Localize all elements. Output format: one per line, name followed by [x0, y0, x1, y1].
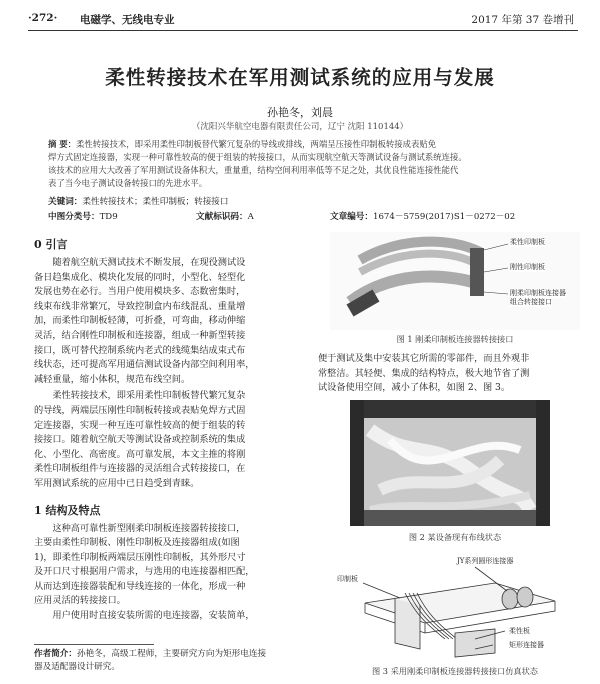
clc-number: 中图分类号：TD9	[48, 212, 118, 222]
authors: 孙艳冬，刘晨	[267, 106, 333, 119]
figure-2-photo	[350, 400, 550, 526]
abstract-label: 摘 要：	[48, 139, 77, 149]
right-paragraph: 便于测试及集中安装其它所需的零部件，而且外观非 常整洁。其轻便、集成的结构特点，极大地节省了测 试设备使用空间，减小了体积，如图 2、图 3。	[318, 353, 530, 394]
figure-3	[325, 553, 585, 663]
fig3-label-flex: 柔性板	[509, 627, 530, 635]
fig1-label-rigid: 刚性印制板	[510, 263, 545, 271]
paper-title: 柔性转接技术在军用测试系统的应用与发展	[105, 66, 495, 89]
abstract	[48, 138, 560, 190]
document-code: 文献标识码：A	[196, 212, 254, 222]
abstract-line: 焊方式固定连接器，实现一种可靠性较高的便于组装的转接接口，从而实现航空航天等测试设备与测试系统连接。	[48, 152, 467, 162]
fig3-label-round-connector: JY系列圆形连接器	[457, 557, 514, 565]
fig1-label-flex: 柔性印制板	[510, 238, 545, 246]
author-footnote: 作者简介：孙艳冬，高级工程师，主要研究方向为矩形电连接 器及适配器设计研究。	[34, 649, 267, 672]
section-heading-structure: 1 结构及特点	[34, 503, 101, 517]
intro-paragraph-1: 随着航空航天测试技术不断发展，在现役测试设 备日趋集成化、模块化发展的同时，小型化、轻型化 发展也势在必行。当用户使用模块多、态数密集时， 线束布线非常繁冗，导致控制盒内布线混乱、重量增 加，而柔性印制板轻薄，可折叠，可弯曲，移动伸缩 灵活，结合刚性印制板和连接器，组成一种新型转接 接口，既可替代控制系统内老式的线缆集结成束式布 线状态，还可提高军用通信测试设备内部空间利用率， 减轻重量，缩小体积，规范布线空间。	[34, 257, 255, 385]
structure-paragraph-2: 用户使用时直接安装所需的电连接器，安装简单，	[52, 610, 255, 622]
structure-paragraph-1: 这种高可靠性新型刚柔印制板连接器转接接口， 主要由柔性印制板、刚性印制板及连接器组成(如图 1)，即柔性印制板两端层压刚性印制板，其外形尺寸 及开口尺寸根据用户需求，与选用的电连接器相匹配， 从而达到连接器装配和导线连接的一体化，形成一种 应用灵活的转接接口。	[34, 522, 255, 607]
article-number: 文章编号：1674－5759(2017)S1－0272－02	[330, 212, 516, 222]
fig1-label-interface: 组合转接接口	[510, 298, 552, 306]
affiliation: （沈阳兴华航空电器有限责任公司，辽宁 沈阳 110144）	[191, 122, 409, 132]
abstract-line: 该技术的应用大大改善了军用测试设备体积大，重量重，结构空间利用率低等不足之处，其优良性能连接性能代	[48, 165, 459, 175]
fig3-label-pcb: 印制板	[337, 575, 358, 583]
abstract-line: 表了当今电子测试设备转接口的先进水平。	[48, 178, 208, 188]
keywords	[48, 195, 560, 207]
keywords-text: 柔性转接技术；柔性印制板；转接接口	[82, 197, 229, 207]
fig3-label-rect-connector: 矩形连接器	[509, 641, 544, 649]
journal-issue: 2017 年第 37 卷增刊	[471, 14, 574, 26]
figure-2	[350, 400, 550, 526]
keywords-label: 关键词：	[48, 197, 83, 207]
fig1-label-connector: 刚柔印制板连接器	[510, 289, 566, 297]
figure-2-caption: 图 2 某设备现有布线状态	[408, 532, 502, 542]
footnote-rule	[34, 644, 154, 645]
journal-section: 电磁学、无线电专业	[80, 14, 175, 26]
abstract-line: 柔性转接技术，即采用柔性印制板替代繁冗复杂的导线或排线，两端呈压接性印制板转接成表贴免	[76, 139, 437, 149]
figure-1	[330, 232, 580, 330]
intro-paragraph-2: 柔性转接技术，即采用柔性印制板替代繁冗复杂 的导线，两端层压刚性印制板转接或表贴免焊方式固 定连接器，实现一种互连可靠性较高的便于组装的转 接接口。随着航空航天等测试设备或控制系统的集成 化、小型化、高密度。高可靠发展，本文主推的将刚 柔性印制板组件与连接器的灵活组合式转接接口，在 军用测试系统的应用中已日趋受到青睐。	[34, 390, 246, 489]
header-rule	[28, 30, 578, 31]
section-heading-intro: 0 引言	[34, 238, 68, 251]
figure-3-drawing	[325, 553, 585, 663]
figure-3-caption: 图 3 采用刚柔印制板连接器转接接口仿真状态	[372, 666, 538, 676]
figure-1-caption: 图 1 刚柔印制板连接器转接接口	[396, 334, 514, 344]
left-column	[34, 236, 306, 624]
page-number: ·272·	[28, 12, 58, 24]
